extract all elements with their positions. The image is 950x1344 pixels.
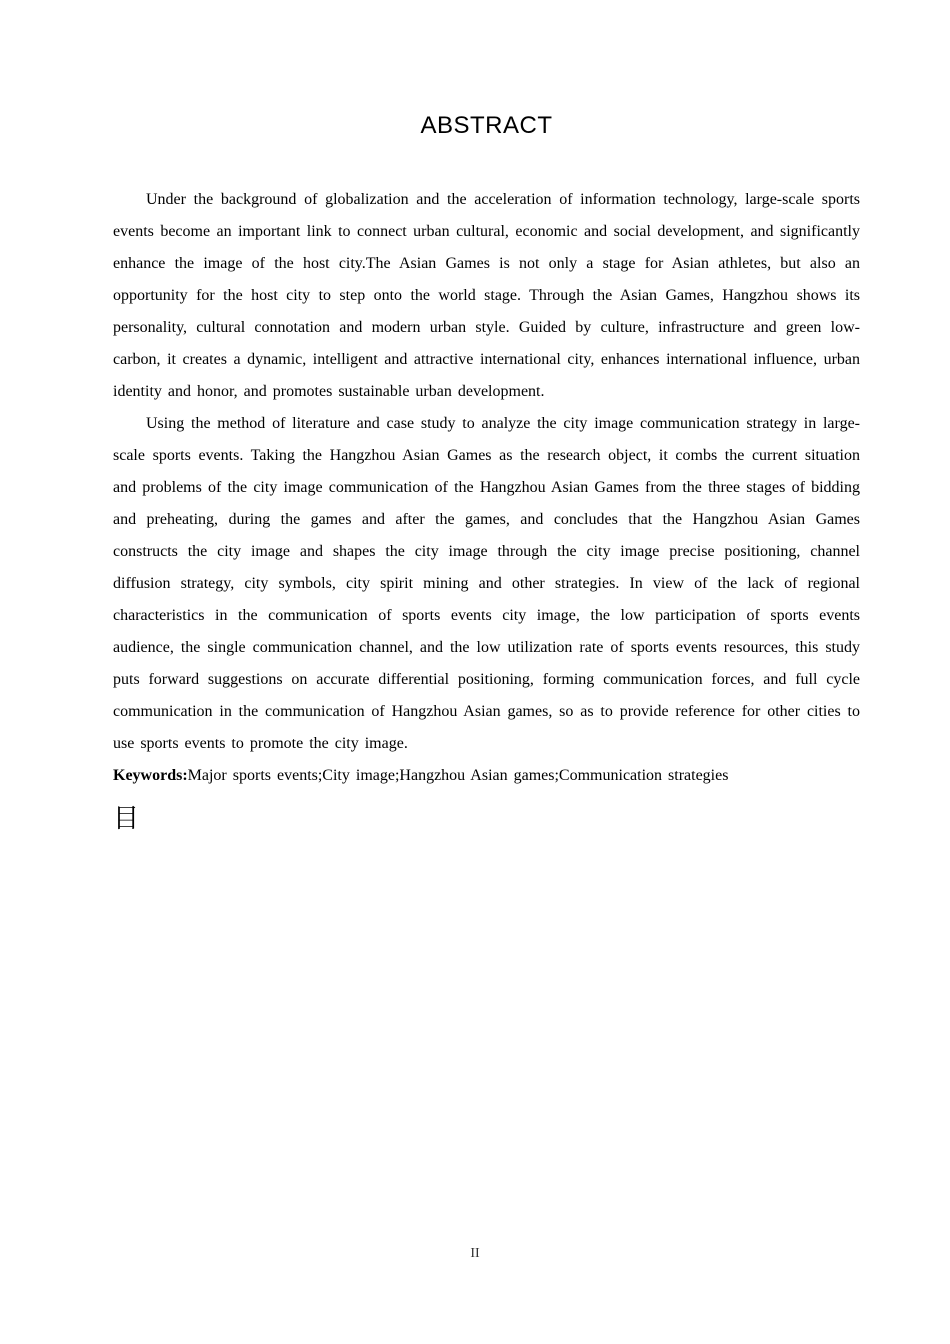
- page-title: ABSTRACT: [420, 112, 553, 139]
- abstract-body: [113, 184, 860, 760]
- page-number: II: [470, 1246, 480, 1261]
- keywords-line: [113, 760, 860, 792]
- keywords-label: Keywords:: [113, 767, 188, 784]
- keywords-text: Major sports events;City image;Hangzhou Asian games;Communication strategies: [187, 767, 729, 784]
- abstract-paragraph-2: Using the method of literature and case study to analyze the city image communication strategy in large-scale sports events. Taking the Hangzhou Asian Games as the research object, it combs the current situation and problems of the city image communication of the Hangzhou Asian Games from the three stages of bidding and preheating, during the games and after the games, and concludes that the Hangzhou Asian Games constructs the city image and shapes the city image through the city image precise positioning, channel diffusion strategy, city symbols, city spirit mining and other strategies. In view of the lack of regional characteristics in the communication of sports events city image, the low participation of sports events audience, the single communication channel, and the low utilization rate of sports events resources, this study puts forward suggestions on accurate differential positioning, forming communication forces, and full cycle communication in the communication of Hangzhou Asian games, so as to provide reference for other cities to use sports events to promote the city image.: [113, 415, 860, 752]
- abstract-paragraph-1: Under the background of globalization and the acceleration of information technology, large-scale sports events become an important link to connect urban cultural, economic and social development, and significantly enhance the image of the host city.The Asian Games is not only a stage for Asian athletes, but also an opportunity for the host city to step onto the world stage. Through the Asian Games, Hangzhou shows its personality, cultural connotation and modern urban style. Guided by culture, infrastructure and green low-carbon, it creates a dynamic, intelligent and attractive international city, enhances international influence, urban identity and honor, and promotes sustainable urban development.: [113, 191, 860, 400]
- next-section-heading-partial: 目: [113, 804, 140, 834]
